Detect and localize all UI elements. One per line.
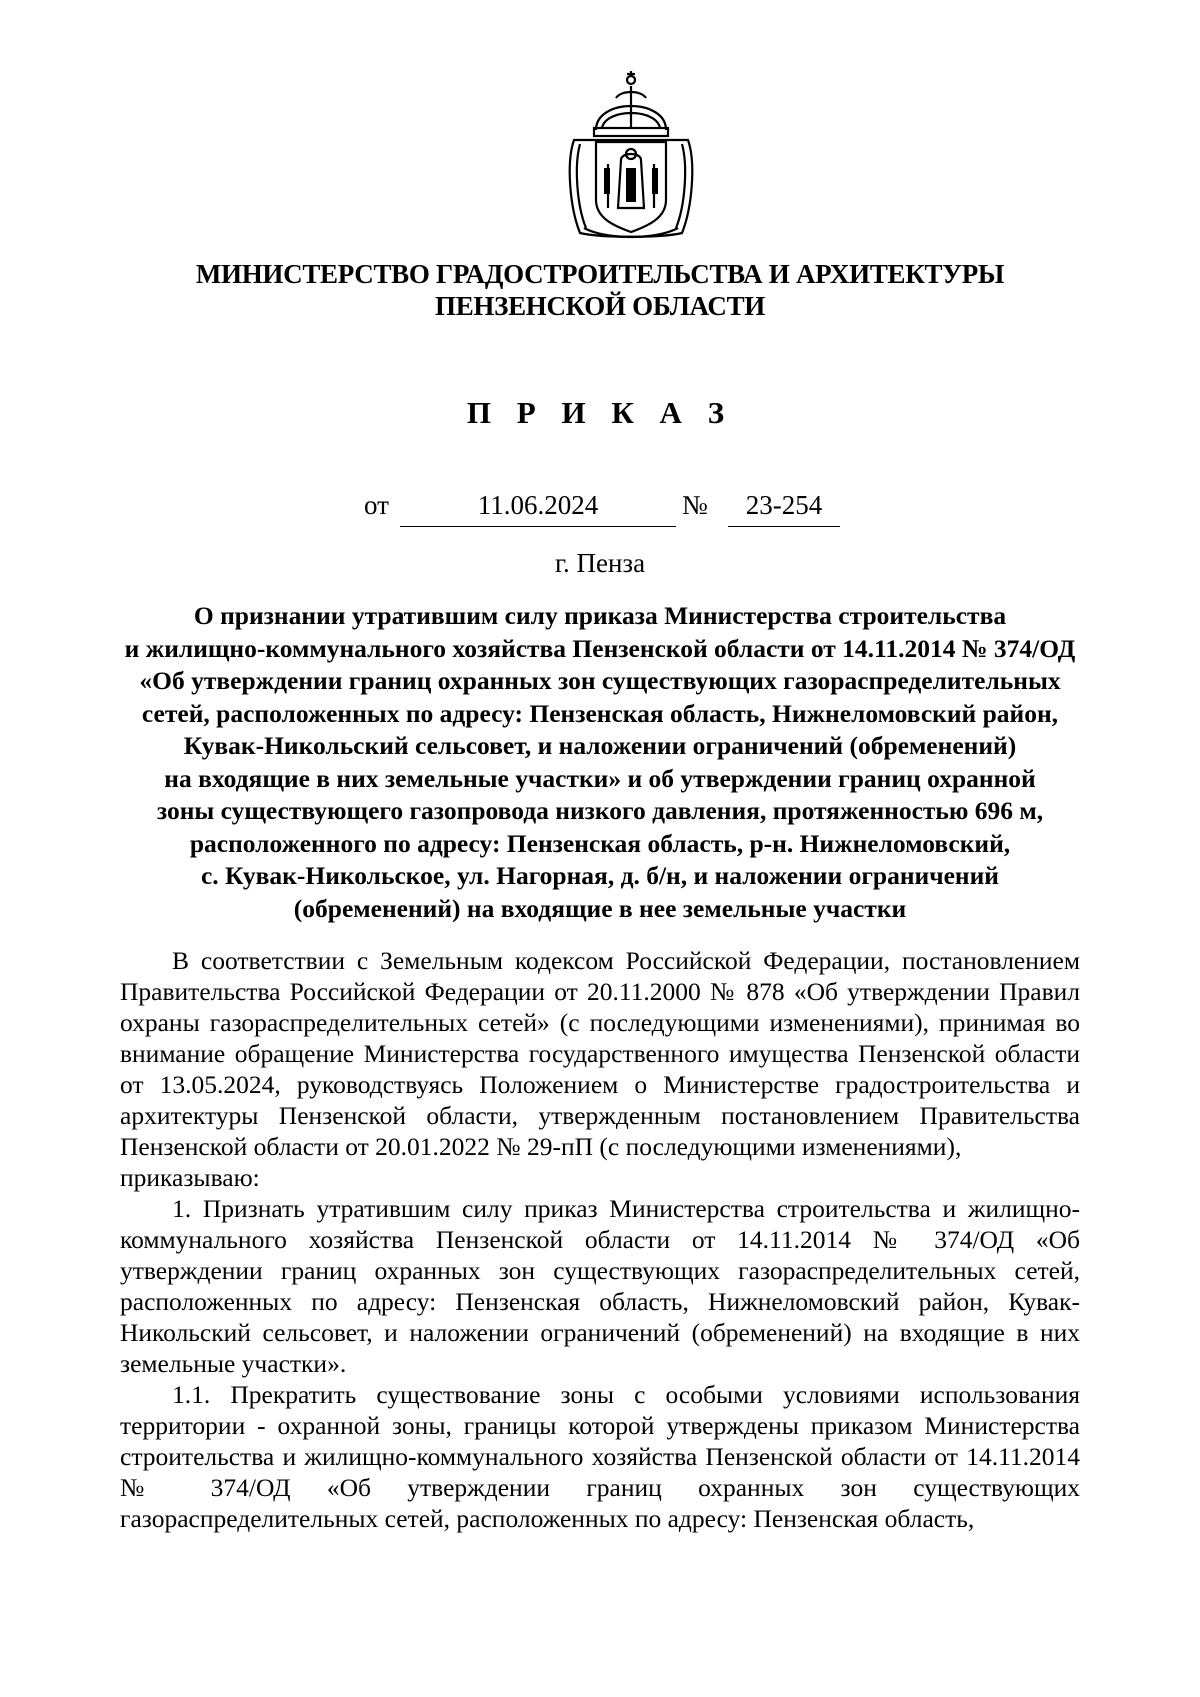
from-label: от xyxy=(364,490,389,520)
item-1-paragraph: 1. Признать утратившим силу приказ Министерства строительства и жилищно-коммунального хозяйства Пензенской области от 14.11.2014 № 374/ОД «Об утверждении границ охранных зон существующих газораспределительных сетей, расположенных по адресу: Пензенская область, Нижнеломовский район, Кувак-Никольский сельсовет, и наложении ограничений (обременений) на входящие в них земельные участки». xyxy=(120,1194,1080,1378)
order-date: 11.06.2024 xyxy=(400,490,676,527)
order-number: 23-254 xyxy=(728,490,840,527)
title-line: О признании утратившим силу приказа Министерства строительства xyxy=(193,601,1007,630)
item-1-1-paragraph: 1.1. Прекратить существование зоны с особыми условиями использования территории - охранной зоны, границы которой утверждены приказом Министерства строительства и жилищно-коммунального хозяйства Пензенской области от 14.11.2014 № 374/ОД «Об утверждении границ охранных зон существующих газораспределительных сетей, расположенных по адресу: Пензенская область, xyxy=(120,1380,1080,1533)
title-line: (обременений) на входящие в нее земельные участки xyxy=(293,893,907,923)
title-line: с. Кувак-Никольское, ул. Нагорная, д. б/н, и наложении ограничений xyxy=(200,861,999,890)
order-word: приказываю: xyxy=(120,1163,260,1192)
document-title xyxy=(112,600,1088,925)
title-line: Кувак-Никольский сельсовет, и наложении ограничений (обременений) xyxy=(183,731,1017,760)
ministry-header xyxy=(100,258,1100,322)
document-type: П Р И К А З xyxy=(466,395,734,430)
preamble-paragraph: В соответствии с Земельным кодексом Российской Федерации, постановлением Правительства Российской Федерации от 20.11.2000 № 878 «Об утверждении Правил охраны газораспределительных сетей» (с последующими изменениями), принимая во внимание обращение Министерства государственного имущества Пензенской области от 13.05.2024, руководствуясь Положением о Министерстве градостроительства и архитектуры Пензенской области, утвержденным постановлением Правительства Пензенской области от 20.01.2022 № 29-пП (с последующими изменениями), xyxy=(120,946,1080,1161)
title-line: зоны существующего газопровода низкого давления, протяженностью 696 м, xyxy=(156,796,1044,825)
document-body xyxy=(120,945,1080,1534)
title-line: и жилищно-коммунального хозяйства Пензенской области от 14.11.2014 № 374/ОД xyxy=(124,633,1076,663)
number-label: № xyxy=(682,490,708,520)
coat-of-arms-emblem xyxy=(566,68,696,246)
title-line: «Об утверждении границ охранных зон существующих газораспределительных xyxy=(139,666,1061,695)
title-line: расположенного по адресу: Пензенская область, р-н. Нижнеломовский, xyxy=(189,828,1011,858)
title-line: на входящие в них земельные участки» и об утверждении границ охранной xyxy=(164,763,1036,793)
title-line: сетей, расположенных по адресу: Пензенская область, Нижнеломовский район, xyxy=(141,698,1059,728)
city: г. Пенза xyxy=(554,548,646,578)
ministry-name-line2: ПЕНЗЕНСКОЙ ОБЛАСТИ xyxy=(435,291,765,321)
ministry-name-line1: МИНИСТЕРСТВО ГРАДОСТРОИТЕЛЬСТВА И АРХИТЕКТУРЫ xyxy=(195,259,1005,289)
